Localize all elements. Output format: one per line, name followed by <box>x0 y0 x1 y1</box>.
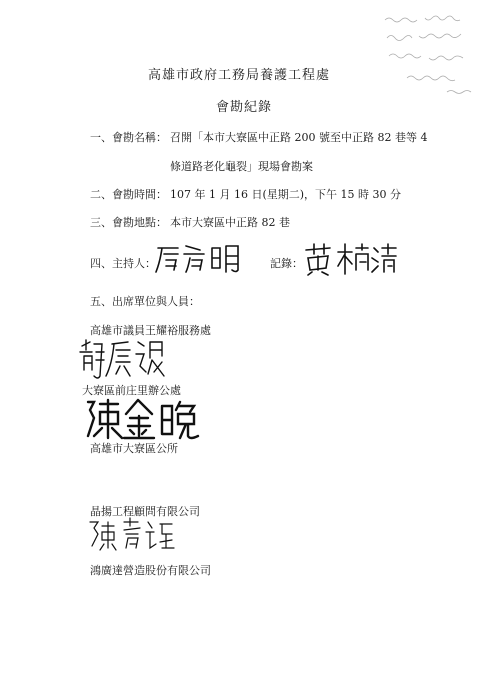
meeting-name-label: 一、會勘名稱： <box>90 131 167 144</box>
attendee-consultant: 晶揚工程顧問有限公司 <box>90 505 200 518</box>
recorder-label: 記錄： <box>270 257 303 270</box>
attendee-district-office: 高雄市大寮區公所 <box>90 442 178 455</box>
host-signature <box>152 240 244 276</box>
document-title: 會勘紀錄 <box>216 100 273 115</box>
attendee-councilor-office: 高雄市議員王耀裕服務處 <box>90 324 211 337</box>
attendee-contractor: 鴻廣達營造股份有限公司 <box>90 564 211 577</box>
agency-title: 高雄市政府工務局養護工程處 <box>148 68 331 83</box>
attendees-label: 五、出席單位與人員： <box>90 295 200 308</box>
village-office-signature <box>82 396 200 442</box>
meeting-place-value: 本市大寮區中正路 82 巷 <box>170 216 290 229</box>
meeting-time-label: 二、會勘時間： <box>90 188 167 201</box>
meeting-time-value: 107 年 1 月 16 日(星期二)，下午 15 時 30 分 <box>170 188 402 201</box>
meeting-name-line-1: 召開「本市大寮區中正路 200 號至中正路 82 巷等 4 <box>170 131 428 144</box>
host-label: 四、主持人： <box>90 257 156 270</box>
corner-annotation <box>377 6 487 110</box>
councilor-office-signature <box>78 336 166 380</box>
attendee-village-office: 大寮區前庄里辦公處 <box>82 384 181 397</box>
meeting-name-line-2: 條道路老化龜裂」現場會勘案 <box>170 160 313 173</box>
recorder-signature <box>302 240 398 276</box>
consultant-signature <box>86 516 176 552</box>
meeting-place-label: 三、會勘地點： <box>90 216 167 229</box>
